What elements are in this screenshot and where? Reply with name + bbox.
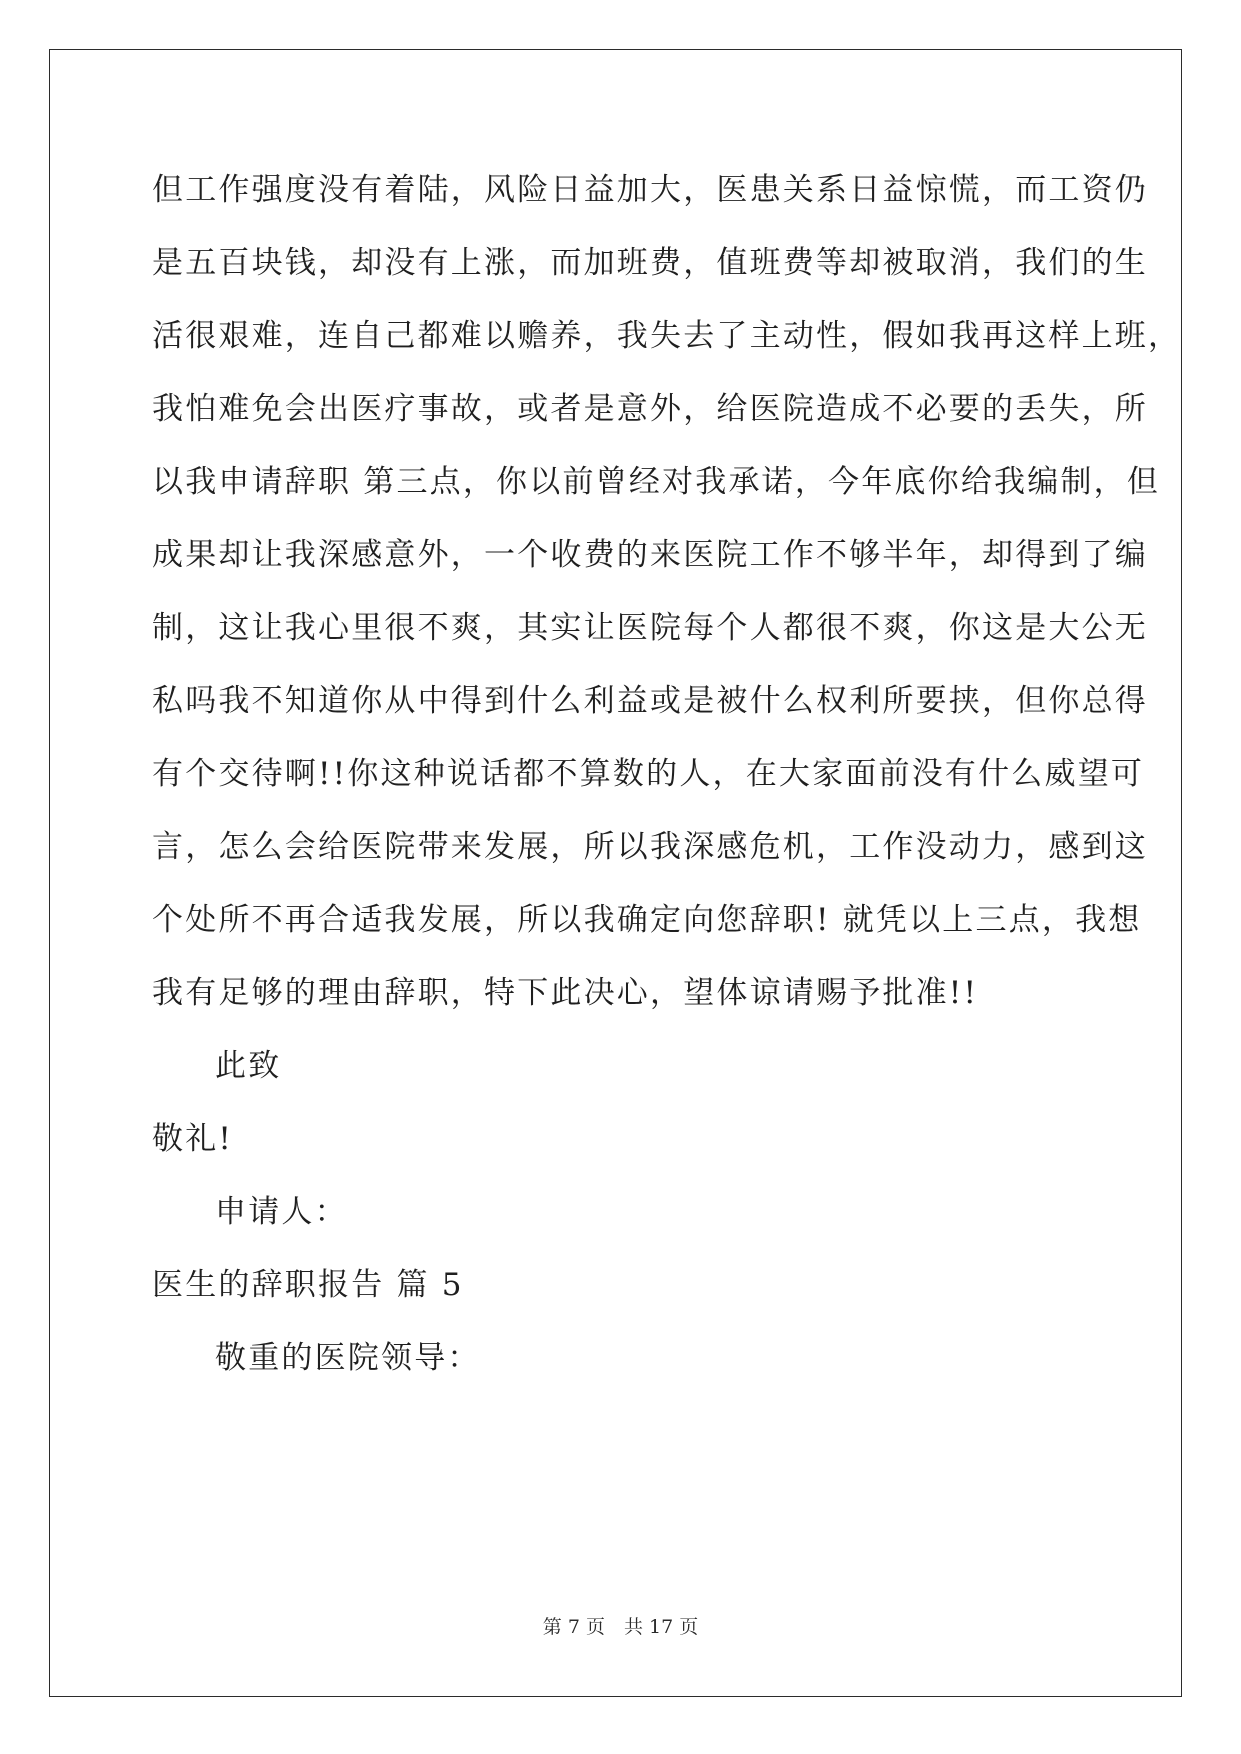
section-title: 医生的辞职报告 篇 5 (152, 1267, 464, 1303)
closing-ci-zhi: 此致 (215, 1048, 282, 1084)
page-footer: 第 7 页 共 17 页 (542, 1616, 699, 1638)
body-line: 我有足够的理由辞职，特下此决心，望体谅请赐予批准!! (152, 975, 979, 1011)
body-line: 言，怎么会给医院带来发展，所以我深感危机，工作没动力，感到这 (152, 829, 1148, 865)
body-line: 我怕难免会出医疗事故，或者是意外，给医院造成不必要的丢失，所 (152, 391, 1148, 427)
applicant-signature: 申请人： (215, 1194, 348, 1230)
body-line: 是五百块钱，却没有上涨，而加班费，值班费等却被取消，我们的生 (152, 245, 1148, 281)
body-line: 有个交待啊!!你这种说话都不算数的人，在大家面前没有什么威望可 (152, 756, 1145, 792)
body-line: 制，这让我心里很不爽，其实让医院每个人都很不爽，你这是大公无 (152, 610, 1148, 646)
body-line: 活很艰难，连自己都难以赡养，我失去了主动性，假如我再这样上班， (152, 318, 1182, 354)
body-line: 但工作强度没有着陆，风险日益加大，医患关系日益惊慌，而工资仍 (152, 172, 1148, 208)
body-line: 成果却让我深感意外，一个收费的来医院工作不够半年，却得到了编 (152, 537, 1148, 573)
body-line: 个处所不再合适我发展，所以我确定向您辞职! 就凭以上三点，我想 (152, 902, 1142, 938)
page-border (49, 49, 1182, 1697)
body-line: 私吗我不知道你从中得到什么利益或是被什么权利所要挟，但你总得 (152, 683, 1148, 719)
body-line: 以我申请辞职 第三点，你以前曾经对我承诺，今年底你给我编制，但 (152, 464, 1161, 500)
salutation: 敬重的医院领导： (215, 1340, 481, 1376)
closing-jing-li: 敬礼! (152, 1121, 234, 1157)
